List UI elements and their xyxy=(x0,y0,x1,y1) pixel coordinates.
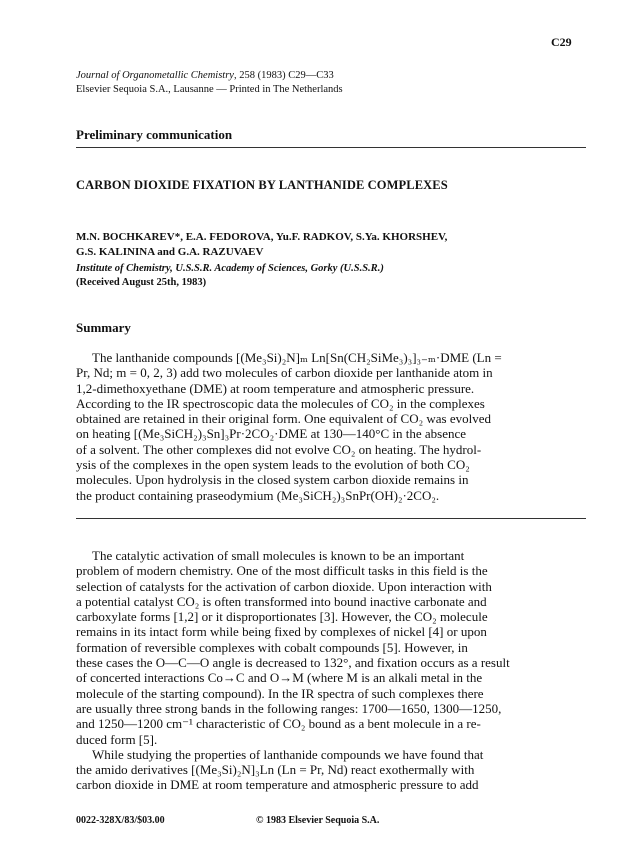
journal-header xyxy=(76,69,556,97)
summary-line: on heating [(Me₃SiCH₂)₃Sn]₃Pr·2CO₂·DME at 130—140°C in the absence xyxy=(76,426,466,442)
section-label: Preliminary communication xyxy=(76,127,233,142)
page-footer xyxy=(76,815,586,826)
body-line: selection of catalysts for the activation of carbon dioxide. Upon interaction with xyxy=(76,578,492,594)
summary-line: ysis of the complexes in the open system leads to the evolution of both CO₂ xyxy=(76,457,470,473)
body-line: molecule of the starting compound). In the IR spectra of such complexes there xyxy=(76,685,484,701)
paper-title: CARBON DIOXIDE FIXATION BY LANTHANIDE COMPLEXES xyxy=(76,178,448,192)
journal-citation xyxy=(76,69,556,83)
body-line: problem of modern chemistry. One of the most difficult tasks in this field is the xyxy=(76,563,488,579)
author-line: G.S. KALININA and G.A. RAZUVAEV xyxy=(76,245,264,258)
summary-line: Pr, Nd; m = 0, 2, 3) add two molecules of carbon dioxide per lanthanide atom in xyxy=(76,365,493,381)
publisher-line: Elsevier Sequoia S.A., Lausanne — Printed in The Netherlands xyxy=(76,84,343,95)
author-list xyxy=(76,230,576,259)
body-line: are usually three strong bands in the following ranges: 1700—1650, 1300—1250, xyxy=(76,700,502,716)
body-line: carbon dioxide in DME at room temperature and atmospheric pressure to add xyxy=(76,777,479,793)
summary-line: According to the IR spectroscopic data the molecules of CO₂ in the complexes xyxy=(76,395,485,411)
body-line: remains in its intact form while being fixed by complexes of nickel [4] or upon xyxy=(76,624,487,640)
body-line: the amido derivatives [(Me₃Si)₂N]₃Ln (Ln = Pr, Nd) react exothermally with xyxy=(76,762,475,778)
summary-line: obtained are retained in their original form. One equivalent of CO₂ was evolved xyxy=(76,411,491,427)
summary-heading: Summary xyxy=(76,320,131,335)
page-number: C29 xyxy=(551,35,572,49)
body-line: of concerted interactions Co→C and O→M (where M is an alkali metal in the xyxy=(76,670,483,686)
summary-abstract xyxy=(76,350,586,503)
copyright-notice: © 1983 Elsevier Sequoia S.A. xyxy=(256,815,380,826)
summary-line: the product containing praseodymium (Me₃SiCH₂)₃SnPr(OH)₂·2CO₂. xyxy=(76,487,440,503)
summary-rule xyxy=(76,518,586,519)
affiliation: Institute of Chemistry, U.S.S.R. Academy of Sciences, Gorky (U.S.S.R.) xyxy=(76,263,384,274)
body-line: The catalytic activation of small molecules is known to be an important xyxy=(92,548,465,563)
received-date: (Received August 25th, 1983) xyxy=(76,277,207,288)
summary-line: molecules. Upon hydrolysis in the closed system carbon dioxide remains in xyxy=(76,472,469,488)
body-line: a potential catalyst CO₂ is often transformed into bound inactive carbonate and xyxy=(76,593,487,609)
summary-line: 1,2-dimethoxyethane (DME) at room temperature and atmospheric pressure. xyxy=(76,380,475,396)
body-line: While studying the properties of lanthanide compounds we have found that xyxy=(92,746,484,762)
article-code: 0022-328X/83/$03.00 xyxy=(76,815,165,826)
body-line: carboxylate forms [1,2] or it disproportionates [3]. However, the CO₂ molecule xyxy=(76,609,488,625)
journal-name: Journal of Organometallic Chemistry xyxy=(76,70,234,81)
author-line: M.N. BOCHKAREV*, E.A. FEDOROVA, Yu.F. RADKOV, S.Ya. KHORSHEV, xyxy=(76,231,448,243)
body-line: duced form [5]. xyxy=(76,731,158,747)
body-line: these cases the O—C—O angle is decreased to 132°, and fixation occurs as a result xyxy=(76,655,510,671)
body-text xyxy=(76,548,586,793)
journal-volume: , 258 (1983) C29—C33 xyxy=(233,70,334,81)
summary-line: of a solvent. The other complexes did not evolve CO₂ on heating. The hydrol- xyxy=(76,441,482,457)
summary-line: The lanthanide compounds [(Me₃Si)₂N]ₘ Ln[Sn(CH₂SiMe₃)₃]₃₋ₘ·DME (Ln = xyxy=(92,350,502,365)
header-rule xyxy=(76,147,586,148)
body-line: formation of reversible complexes with cobalt compounds [5]. However, in xyxy=(76,639,468,655)
body-line: and 1250—1200 cm⁻¹ characteristic of CO₂ bound as a bent molecule in a re- xyxy=(76,716,481,732)
